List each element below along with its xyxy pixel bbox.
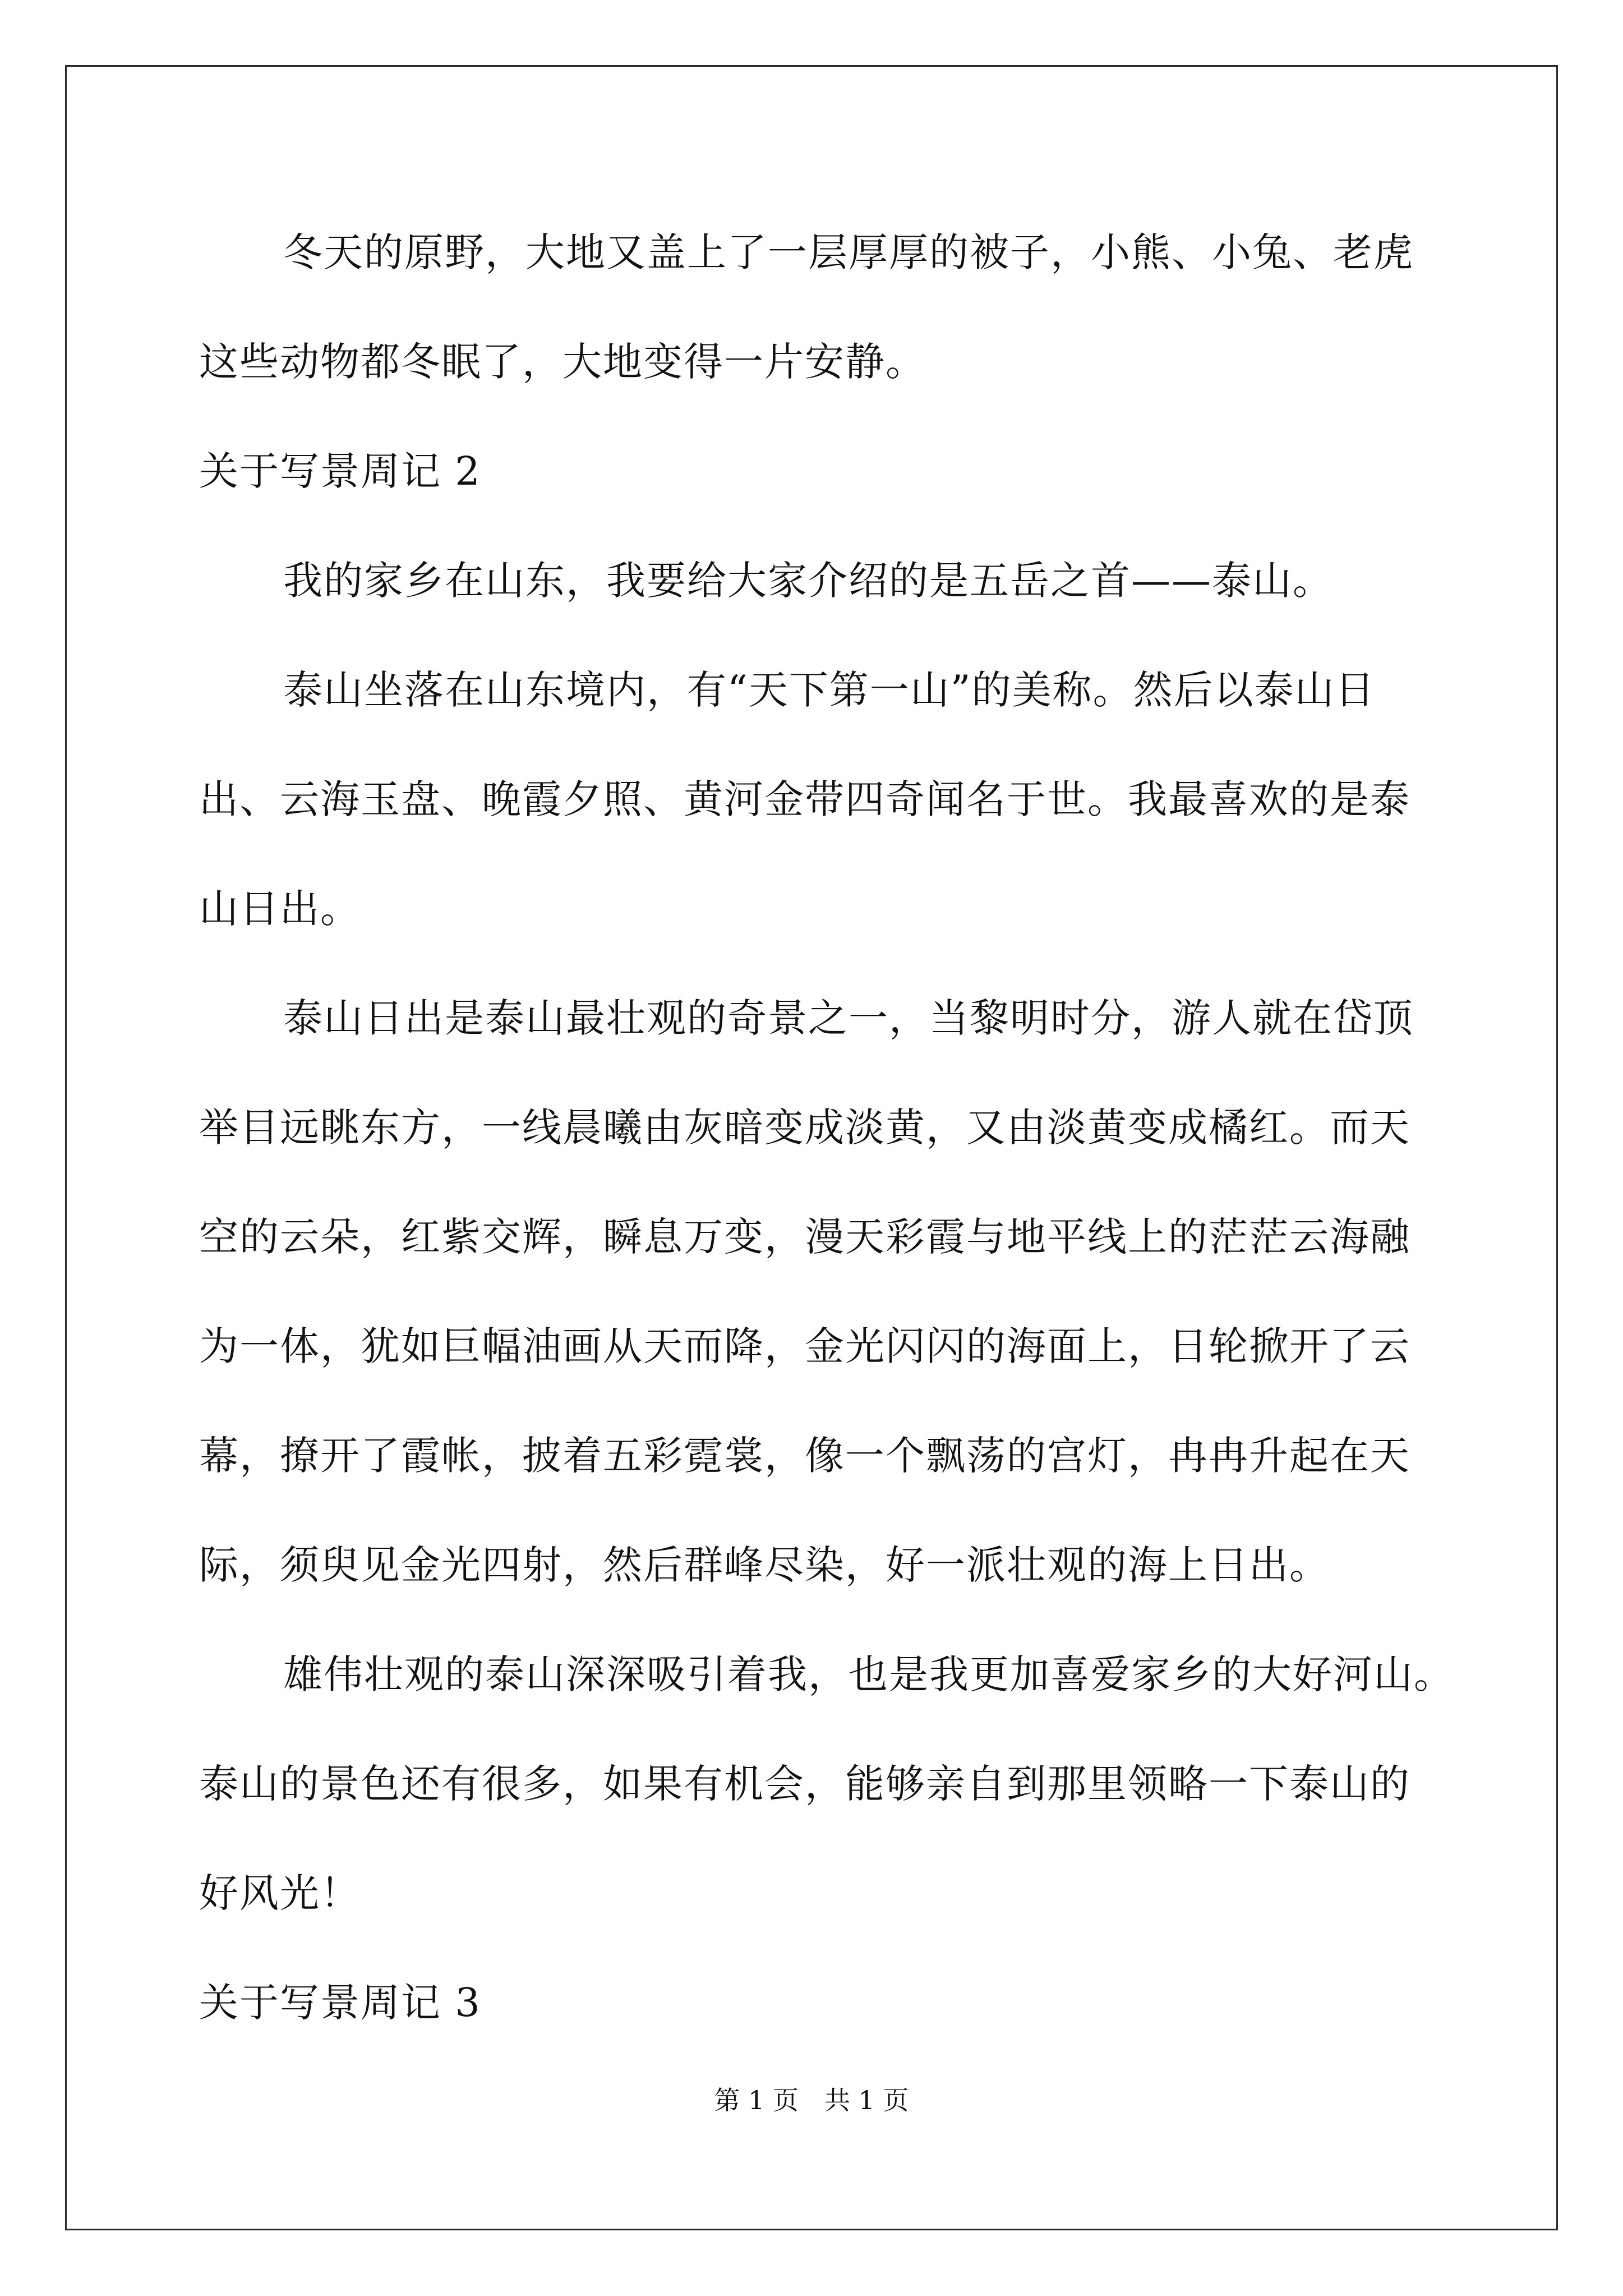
paragraph-line: 举目远眺东方，一线晨曦由灰暗变成淡黄，又由淡黄变成橘红。而天 <box>199 1105 1410 1151</box>
page-footer: 第 1 页 共 1 页 <box>714 2085 909 2115</box>
paragraph-line: 泰山日出是泰山最壮观的奇景之一，当黎明时分，游人就在岱顶 <box>283 995 1414 1041</box>
paragraph-line: 出、云海玉盘、晚霞夕照、黄河金带四奇闻名于世。我最喜欢的是泰 <box>199 776 1410 822</box>
paragraph-line: 我的家乡在山东，我要给大家介绍的是五岳之首——泰山。 <box>283 558 1333 604</box>
paragraph-line: 为一体，犹如巨幅油画从天而降，金光闪闪的海面上，日轮掀开了云 <box>199 1323 1410 1369</box>
paragraph-line: 好风光！ <box>199 1870 361 1916</box>
paragraph-line: 泰山的景色还有很多，如果有机会，能够亲自到那里领略一下泰山的 <box>199 1761 1410 1807</box>
paragraph-line: 这些动物都冬眠了，大地变得一片安静。 <box>199 339 926 385</box>
paragraph-line: 幕，撩开了霞帐，披着五彩霓裳，像一个飘荡的宫灯，冉冉升起在天 <box>199 1433 1410 1479</box>
paragraph-line: 山日出。 <box>199 886 361 932</box>
section-heading: 关于写景周记 2 <box>199 448 481 494</box>
paragraph-line: 泰山坐落在山东境内，有“天下第一山”的美称。然后以泰山日 <box>283 667 1376 713</box>
paragraph-line: 际，须臾见金光四射，然后群峰尽染，好一派壮观的海上日出。 <box>199 1542 1330 1588</box>
paragraph-line: 雄伟壮观的泰山深深吸引着我，也是我更加喜爱家乡的大好河山。 <box>283 1651 1454 1697</box>
paragraph-line: 冬天的原野，大地又盖上了一层厚厚的被子，小熊、小兔、老虎 <box>283 229 1414 275</box>
paragraph-line: 空的云朵，红紫交辉，瞬息万变，漫天彩霞与地平线上的茫茫云海融 <box>199 1214 1410 1260</box>
section-heading: 关于写景周记 3 <box>199 1980 481 2026</box>
